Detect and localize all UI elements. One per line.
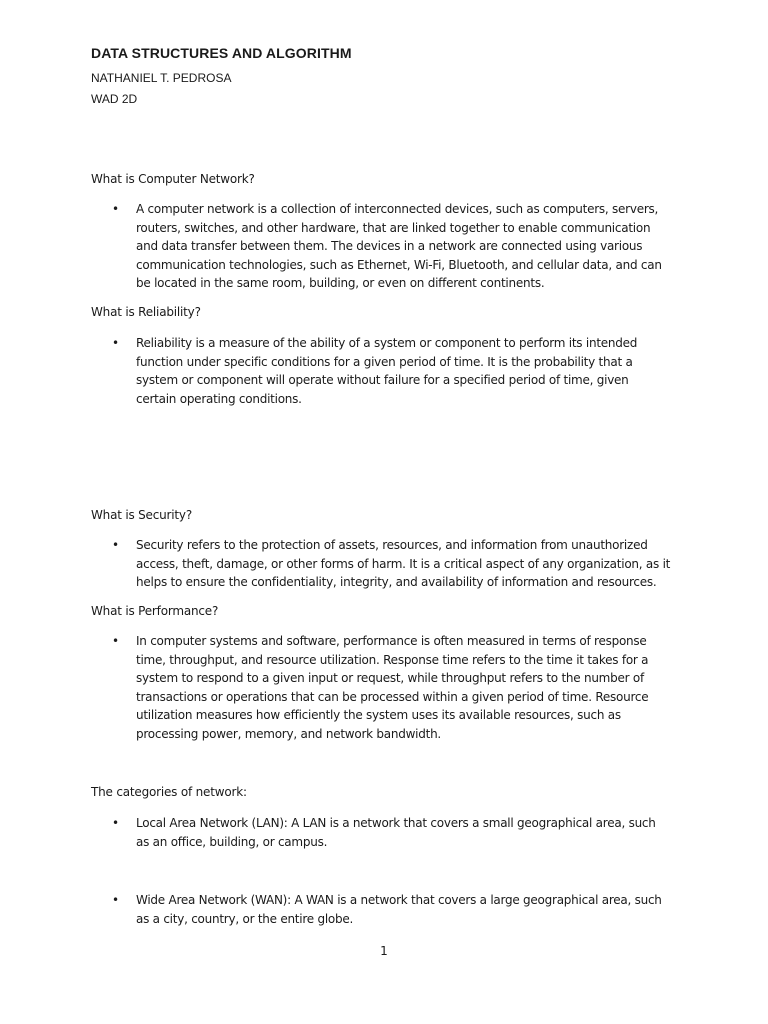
bullet-icon: • bbox=[112, 893, 119, 907]
answer-text: A computer network is a collection of interconnected devices, such as computers, servers, routers, switches, and other hardware, that are linked together to enable communication and data transfer between them. The devices in a network are connected using various communication technologies, such as Ethernet, Wi-Fi, Bluetooth, and cellular data, and can be located in the same room, building, or even on different continents. bbox=[136, 202, 662, 290]
answer-text: Security refers to the protection of assets, resources, and information from unauthorized access, theft, damage, or other forms of harm. It is a critical aspect of any organization, as it helps to ensure the confidentiality, integrity, and availability of information and resources. bbox=[136, 538, 671, 589]
category-wan bbox=[112, 891, 672, 928]
bullet-icon: • bbox=[112, 816, 119, 830]
answer-text: In computer systems and software, performance is often measured in terms of response time, throughput, and resource utilization. Response time refers to the time it takes for a system to respond to a given input or request, while throughput refers to the number of transactions or operations that can be processed within a given period of time. Resource utilization measures how efficiently the system uses its available resources, such as processing power, memory, and network bandwidth. bbox=[136, 634, 649, 741]
answer-performance bbox=[112, 632, 672, 743]
answer-reliability bbox=[112, 334, 672, 408]
question-reliability: What is Reliability? bbox=[91, 305, 201, 319]
categories-heading: The categories of network: bbox=[91, 785, 247, 799]
bullet-icon: • bbox=[112, 202, 119, 216]
answer-security bbox=[112, 536, 672, 592]
author-name: NATHANIEL T. PEDROSA bbox=[91, 71, 232, 85]
answer-text: Reliability is a measure of the ability of a system or component to perform its intended function under specific conditions for a given period of time. It is the probability that a system or component will operate without failure for a specified period of time, given certain operating conditions. bbox=[136, 336, 638, 406]
class-section: WAD 2D bbox=[91, 92, 138, 106]
bullet-icon: • bbox=[112, 634, 119, 648]
page-number: 1 bbox=[380, 944, 388, 958]
category-text: Local Area Network (LAN): A LAN is a network that covers a small geographical area, such as an office, building, or campus. bbox=[136, 816, 656, 849]
bullet-icon: • bbox=[112, 336, 119, 350]
question-computer-network: What is Computer Network? bbox=[91, 172, 255, 186]
bullet-icon: • bbox=[112, 538, 119, 552]
question-performance: What is Performance? bbox=[91, 604, 219, 618]
category-lan bbox=[112, 814, 672, 851]
question-security: What is Security? bbox=[91, 508, 192, 522]
document-title: DATA STRUCTURES AND ALGORITHM bbox=[91, 45, 352, 61]
category-text: Wide Area Network (WAN): A WAN is a network that covers a large geographical area, such as a city, country, or the entire globe. bbox=[136, 893, 662, 926]
answer-computer-network bbox=[112, 200, 672, 293]
